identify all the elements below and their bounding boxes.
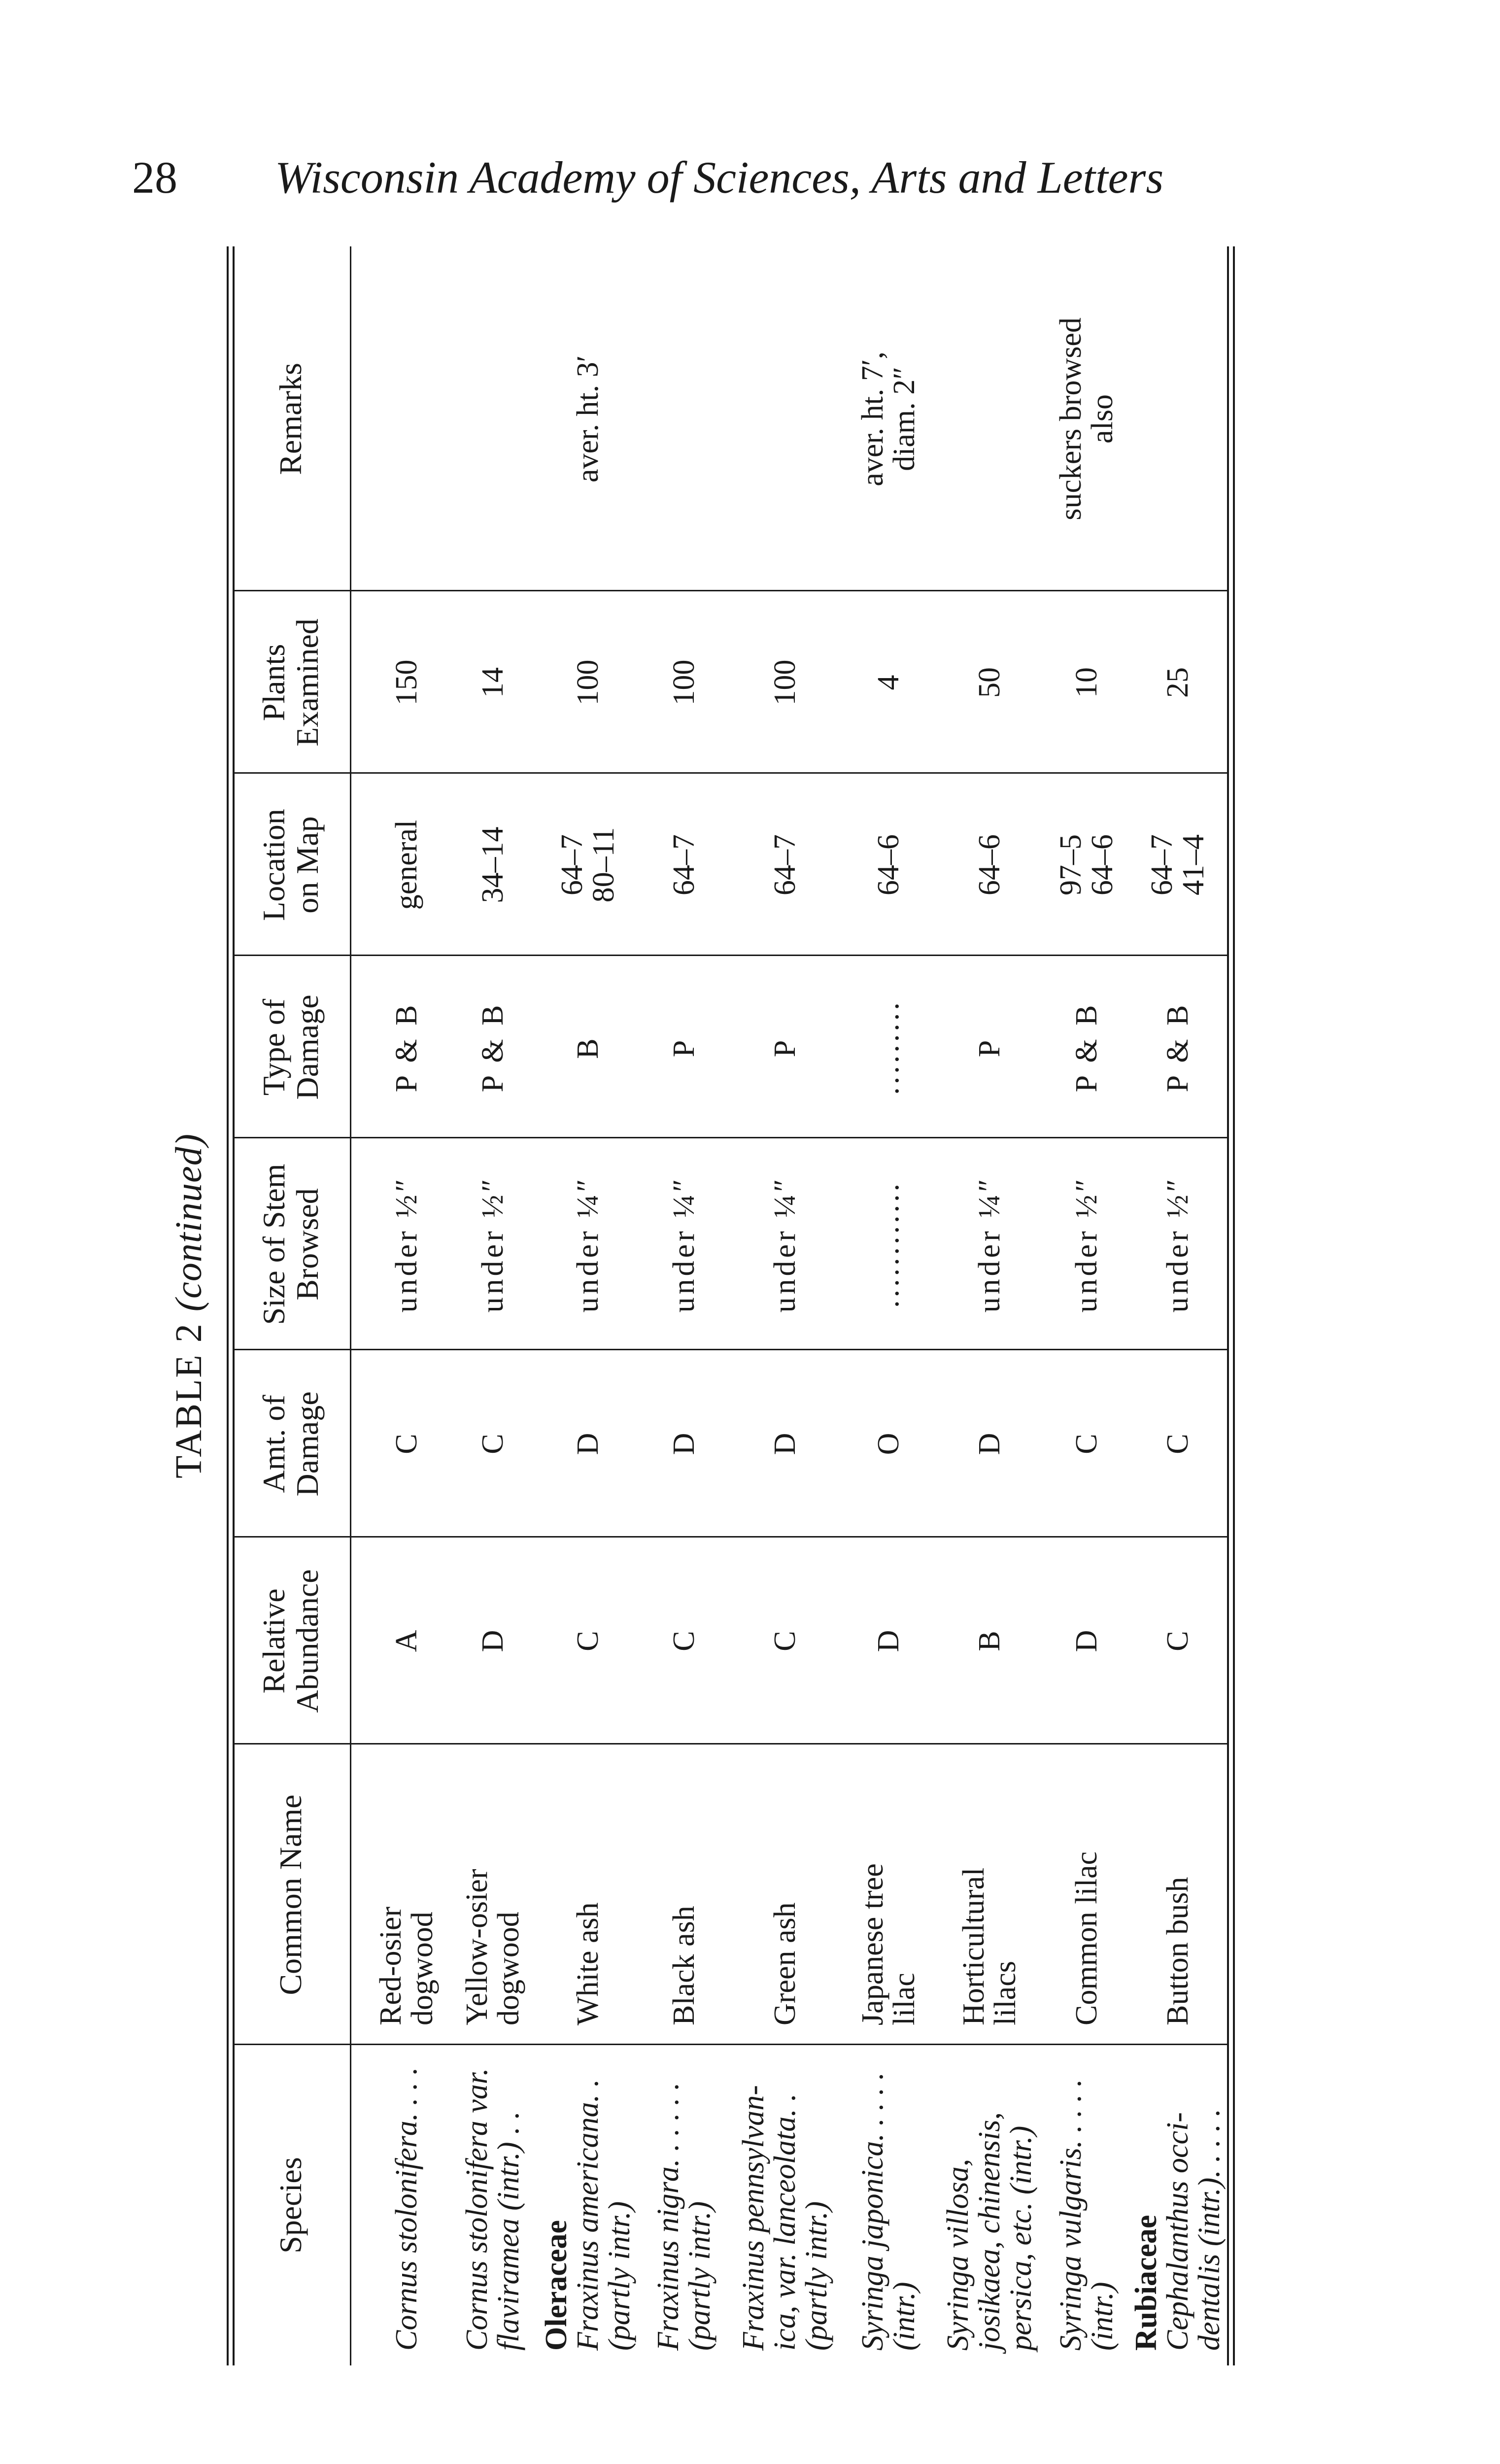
cell-amt-damage (1045, 1350, 1128, 1538)
cell-type-damage (843, 956, 934, 1138)
cell-common-name-line: Red-osier (374, 1906, 408, 2025)
cell-type-damage (451, 956, 535, 1138)
cell-size-stem-value: under ½″ (476, 1176, 510, 1313)
species-line: josikaea, chinensis, (972, 2112, 1006, 2351)
species-line: dentalis (intr.). . . . . (1193, 2109, 1226, 2351)
cell-type-damage-value: P (667, 1037, 701, 1058)
cell-type-damage (1131, 956, 1225, 1138)
cell-type-damage-value: P (768, 1037, 802, 1058)
cell-size-stem (365, 1138, 448, 1350)
cell-common-name (365, 1745, 448, 2045)
cell-common-name-line: lilacs (988, 1961, 1022, 2025)
cell-amt-damage (1131, 1350, 1225, 1538)
cell-size-stem (451, 1138, 535, 1350)
cell-species (641, 2045, 727, 2365)
col-header-plants-examined: Plants Examined (256, 618, 325, 747)
cell-common-name-line: Common lilac (1070, 1851, 1103, 2025)
cell-location-line: 41–4 (1177, 834, 1210, 895)
cell-location (729, 774, 840, 956)
cell-location (1045, 774, 1128, 956)
cell-common-name-line: White ash (571, 1902, 605, 2025)
cell-relative-abundance (1045, 1538, 1128, 1745)
cell-species (843, 2045, 934, 2365)
table-bottom-rule (1227, 246, 1229, 2365)
cell-amt-damage-value: C (476, 1434, 510, 1454)
cell-common-name-line: Button bush (1161, 1877, 1194, 2025)
cell-plants-examined (1131, 591, 1225, 774)
cell-amt-damage (729, 1350, 840, 1538)
cell-amt-damage-value: C (1161, 1434, 1194, 1454)
cell-common-name (1131, 1745, 1225, 2045)
cell-type-damage-value: P & B (1070, 1002, 1103, 1093)
cell-common-name-line: Green ash (768, 1902, 802, 2025)
cell-common-name-line: dogwood (492, 1912, 525, 2025)
cell-relative-abundance-value: C (571, 1631, 605, 1651)
cell-location-line: 80–11 (586, 827, 620, 903)
cell-type-damage-value: P & B (390, 1002, 423, 1093)
cell-location-line: 64–6 (1086, 834, 1119, 895)
cell-plants-examined (451, 591, 535, 774)
col-header-amt-damage: Amt. of Damage (256, 1391, 325, 1497)
cell-size-stem (1131, 1138, 1225, 1350)
cell-amt-damage-value: C (1070, 1434, 1103, 1454)
cell-location (451, 774, 535, 956)
cell-location-line: general (390, 820, 423, 910)
cell-location (936, 774, 1042, 956)
species-line: (intr.) (887, 2282, 921, 2351)
cell-location-line: 64–7 (555, 834, 589, 896)
cell-plants-examined-value: 14 (476, 667, 510, 698)
cell-plants-examined-value: 50 (972, 667, 1006, 698)
cell-plants-examined-value: 100 (768, 659, 802, 706)
cell-amt-damage-value: D (571, 1433, 605, 1455)
table-top-rule-2 (233, 246, 235, 2365)
species-line: (intr.) (1086, 2282, 1119, 2351)
cell-amt-damage (641, 1350, 727, 1538)
species-line: Cornus stolonifera var. (460, 2068, 494, 2351)
cell-species (936, 2045, 1042, 2365)
cell-location-line: 64–7 (1145, 834, 1179, 895)
cell-relative-abundance-value: D (871, 1630, 905, 1652)
cell-remarks-line: aver. ht. 7′, (855, 351, 889, 486)
species-line: (partly intr.) (799, 2201, 833, 2351)
cell-location-line: 64–7 (667, 834, 701, 895)
species-line: Fraxinus americana. . (571, 2079, 605, 2351)
cell-relative-abundance-value: C (768, 1631, 802, 1651)
cell-size-stem (537, 1138, 638, 1350)
cell-species (451, 2045, 535, 2365)
running-title: Wisconsin Academy of Sciences, Arts and Letters (275, 152, 1164, 203)
cell-species (537, 2045, 638, 2365)
family-name: Rubiaceae (1129, 2215, 1163, 2351)
table-title (168, 246, 210, 2365)
cell-common-name (451, 1745, 535, 2045)
cell-remarks-line: also (1086, 394, 1119, 444)
cell-size-stem-value: ............ (871, 1181, 905, 1308)
table-top-rule (227, 246, 229, 2365)
species-line: Syringa villosa, (941, 2158, 975, 2351)
species-line: Syringa vulgaris. . . . . (1054, 2079, 1088, 2351)
cell-amt-damage (451, 1350, 535, 1538)
cell-size-stem (641, 1138, 727, 1350)
cell-relative-abundance (537, 1538, 638, 1745)
species-line: Syringa japonica. . . . . (855, 2072, 889, 2351)
cell-type-damage (365, 956, 448, 1138)
cell-size-stem (1045, 1138, 1128, 1350)
cell-common-name-line: lilac (887, 1973, 921, 2025)
cell-amt-damage (365, 1350, 448, 1538)
cell-relative-abundance (1131, 1538, 1225, 1745)
cell-location-line: 64–6 (972, 834, 1006, 895)
cell-common-name-line: Japanese tree (855, 1863, 889, 2025)
cell-plants-examined-value: 25 (1161, 667, 1194, 698)
table-title-label: TABLE 2 (168, 1322, 209, 1479)
cell-location-line: 97–5 (1054, 834, 1088, 895)
species-line: (partly intr.) (682, 2201, 716, 2351)
col-header-remarks: Remarks (273, 363, 308, 475)
cell-location (843, 774, 934, 956)
cell-plants-examined (843, 591, 934, 774)
cell-common-name-line: Horticultural (956, 1867, 990, 2025)
cell-remarks (1131, 246, 1225, 591)
header-bottom-rule (350, 246, 351, 2365)
cell-remarks (843, 246, 934, 591)
cell-plants-examined-value: 100 (667, 659, 701, 706)
cell-plants-examined (365, 591, 448, 774)
cell-location (365, 774, 448, 956)
cell-plants-examined (537, 591, 638, 774)
rotated-table (148, 246, 1252, 2365)
col-header-type-damage: Type of Damage (256, 994, 325, 1100)
cell-relative-abundance-value: D (476, 1630, 510, 1652)
cell-location-line: 34–14 (476, 826, 510, 903)
cell-size-stem-value: under ½″ (390, 1176, 423, 1313)
cell-remarks-line: suckers browsed (1054, 317, 1088, 520)
cell-relative-abundance-value: A (390, 1630, 423, 1652)
cell-plants-examined (936, 591, 1042, 774)
cell-remarks (936, 246, 1042, 591)
col-header-location: Location on Map (256, 809, 325, 921)
cell-common-name (537, 1745, 638, 2045)
cell-type-damage-value: P (972, 1037, 1006, 1058)
col-header-common-name: Common Name (273, 1794, 308, 1995)
cell-plants-examined-value: 4 (871, 675, 905, 690)
cell-plants-examined (729, 591, 840, 774)
cell-plants-examined-value: 100 (571, 659, 605, 706)
cell-amt-damage-value: C (390, 1434, 423, 1454)
cell-location-line: 64–7 (768, 834, 802, 895)
cell-species (729, 2045, 840, 2365)
cell-size-stem-value: under ¼″ (972, 1176, 1006, 1313)
cell-common-name (936, 1745, 1042, 2045)
cell-remarks (641, 246, 727, 591)
cell-type-damage-value: ......... (871, 999, 905, 1095)
page-header (132, 148, 1364, 207)
cell-common-name-line: Black ash (667, 1906, 701, 2025)
cell-remarks-line: diam. 2″ (887, 367, 921, 471)
cell-size-stem-value: under ¼″ (768, 1176, 802, 1313)
cell-species (1131, 2045, 1225, 2365)
cell-common-name (729, 1745, 840, 2045)
cell-size-stem (936, 1138, 1042, 1350)
cell-plants-examined-value: 10 (1070, 667, 1103, 698)
cell-remarks (451, 246, 535, 591)
cell-type-damage (729, 956, 840, 1138)
cell-type-damage (936, 956, 1042, 1138)
cell-type-damage-value: P & B (1161, 1002, 1194, 1093)
cell-location (537, 774, 638, 956)
cell-size-stem (729, 1138, 840, 1350)
cell-amt-damage-value: O (871, 1433, 905, 1455)
cell-remarks (537, 246, 638, 591)
cell-amt-damage (537, 1350, 638, 1538)
species-line: flaviramea (intr.) . . (492, 2111, 525, 2351)
cell-size-stem-value: under ½″ (1161, 1176, 1194, 1313)
col-header-species: Species (273, 2157, 308, 2254)
cell-type-damage (1045, 956, 1128, 1138)
cell-relative-abundance (451, 1538, 535, 1745)
family-name: Oleraceae (539, 2220, 573, 2351)
cell-common-name-line: dogwood (406, 1912, 439, 2025)
cell-plants-examined-value: 150 (390, 659, 423, 706)
table-bottom-rule-2 (1233, 246, 1235, 2365)
cell-common-name (1045, 1745, 1128, 2045)
cell-relative-abundance (843, 1538, 934, 1745)
cell-amt-damage-value: D (667, 1433, 701, 1455)
cell-common-name-line: Yellow-osier (460, 1869, 494, 2025)
cell-relative-abundance (365, 1538, 448, 1745)
cell-location-line: 64–6 (871, 834, 905, 895)
species-line: Fraxinus nigra. . . . . . (651, 2082, 685, 2351)
cell-common-name (641, 1745, 727, 2045)
col-header-relative-abundance: Relative Abundance (256, 1569, 325, 1713)
cell-remarks (729, 246, 840, 591)
cell-type-damage-value: B (571, 1035, 605, 1059)
cell-plants-examined (1045, 591, 1128, 774)
cell-size-stem-value: under ½″ (1070, 1176, 1103, 1313)
cell-relative-abundance (641, 1538, 727, 1745)
cell-amt-damage (936, 1350, 1042, 1538)
cell-relative-abundance (936, 1538, 1042, 1745)
cell-common-name (843, 1745, 934, 2045)
cell-relative-abundance-value: D (1070, 1630, 1103, 1652)
cell-relative-abundance (729, 1538, 840, 1745)
cell-remarks (365, 246, 448, 591)
cell-type-damage-value: P & B (476, 1002, 510, 1093)
cell-remarks-line: aver. ht. 3′ (571, 355, 605, 483)
cell-size-stem-value: under ¼″ (571, 1176, 605, 1313)
cell-relative-abundance-value: B (972, 1631, 1006, 1651)
cell-plants-examined (641, 591, 727, 774)
col-header-size-stem: Size of Stem Browsed (256, 1164, 325, 1325)
cell-location (641, 774, 727, 956)
species-line: ica, var. lanceolata. . (768, 2093, 802, 2351)
cell-relative-abundance-value: C (1161, 1631, 1194, 1651)
page-number: 28 (132, 152, 177, 203)
cell-amt-damage-value: D (768, 1433, 802, 1455)
cell-size-stem (843, 1138, 934, 1350)
cell-amt-damage (843, 1350, 934, 1538)
cell-type-damage (641, 956, 727, 1138)
cell-species (365, 2045, 448, 2365)
cell-type-damage (537, 956, 638, 1138)
species-line: persica, etc. (intr.) (1004, 2125, 1038, 2351)
cell-species (1045, 2045, 1128, 2365)
cell-relative-abundance-value: C (667, 1631, 701, 1651)
cell-size-stem-value: under ¼″ (667, 1176, 701, 1313)
species-line: (partly intr.) (602, 2201, 636, 2351)
table-title-note: (continued) (168, 1133, 209, 1312)
species-line: Cephalanthus occi- (1161, 2112, 1194, 2351)
cell-location (1131, 774, 1225, 956)
cell-amt-damage-value: D (972, 1433, 1006, 1455)
cell-remarks (1045, 246, 1128, 591)
species-line: Fraxinus pennsylvan- (736, 2085, 770, 2351)
species-line: Cornus stolonifera. . . . (390, 2067, 423, 2351)
